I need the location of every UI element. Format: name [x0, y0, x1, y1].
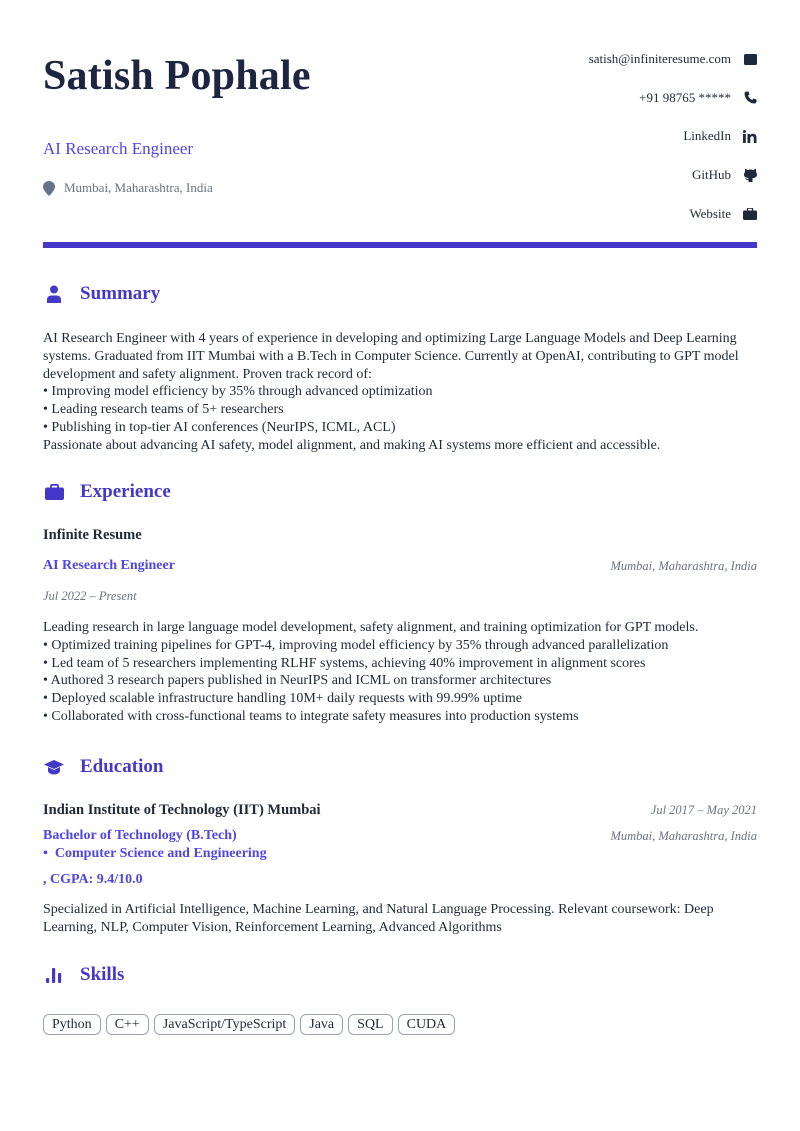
education-location: Mumbai, Maharashtra, India: [610, 829, 757, 843]
education-line: Specialized in Artificial Intelligence, Machine Learning, and Natural Language Processing. Relevant coursework: Deep: [43, 902, 714, 917]
section-education-heading: [43, 756, 163, 778]
user-icon: [43, 283, 65, 305]
contact-list: [589, 40, 757, 233]
briefcase-icon: [43, 481, 65, 503]
summary-text: [43, 330, 757, 455]
summary-line: systems. Graduated from IIT Mumbai with a B.Tech in Computer Science. Currently at OpenAI, contributing to GPT model: [43, 348, 739, 364]
phone-icon: [743, 91, 757, 105]
github-icon: [743, 168, 757, 182]
education-description: [43, 901, 757, 937]
experience-location: Mumbai, Maharashtra, India: [610, 559, 757, 573]
education-institution: Indian Institute of Technology (IIT) Mumbai: [43, 802, 321, 818]
education-dates: Jul 2017 – May 2021: [650, 803, 757, 817]
envelope-icon: [743, 52, 757, 66]
summary-line: Passionate about advancing AI safety, model alignment, and making AI systems more efficient and accessible.: [43, 437, 661, 453]
section-summary-heading: [43, 283, 160, 305]
skill-chip: SQL: [348, 1014, 392, 1035]
skill-chip: Python: [43, 1014, 101, 1035]
email-text[interactable]: satish@infiniteresume.com: [588, 51, 731, 67]
summary-line: development and safety alignment. Proven track record of:: [43, 366, 372, 382]
experience-line: • Optimized training pipelines for GPT-4, improving model efficiency by 35% through advanced parallelization: [43, 637, 669, 653]
skill-chip: C++: [106, 1014, 149, 1035]
candidate-title: AI Research Engineer: [43, 139, 194, 158]
summary-line: • Improving model efficiency by 35% through advanced optimization: [43, 384, 433, 400]
skill-chip: Java: [300, 1014, 343, 1035]
experience-line: • Led team of 5 researchers implementing RLHF systems, achieving 40% improvement in alignment scores: [43, 655, 646, 671]
phone-text[interactable]: +91 98765 *****: [639, 89, 731, 105]
education-line: Learning, NLP, Computer Vision, Reinforcement Learning, Advanced Algorithms: [43, 919, 502, 935]
summary-title: Summary: [80, 283, 161, 304]
experience-company: Infinite Resume: [43, 527, 142, 543]
candidate-name: Satish Pophale: [43, 53, 311, 99]
education-gpa: , CGPA: 9.4/10.0: [43, 872, 143, 887]
skill-chip: JavaScript/TypeScript: [154, 1014, 295, 1035]
skills-list: [43, 1014, 455, 1035]
experience-line: Leading research in large language model development, safety alignment, and training optimization for GPT models.: [43, 620, 699, 635]
skill-chip: CUDA: [398, 1014, 456, 1035]
bar-chart-icon: [43, 964, 65, 986]
map-pin-icon: [43, 181, 55, 196]
resume-header: [43, 0, 757, 250]
header-divider: [43, 242, 757, 248]
experience-line: • Deployed scalable infrastructure handling 10M+ daily requests with 99.99% uptime: [43, 691, 522, 707]
experience-line: • Collaborated with cross-functional teams to integrate safety measures into production systems: [43, 708, 579, 724]
contact-email[interactable]: [589, 40, 757, 79]
website-link[interactable]: Website: [689, 205, 731, 221]
summary-line: • Leading research teams of 5+ researchers: [43, 402, 284, 418]
education-title: Education: [80, 756, 164, 777]
summary-line: • Publishing in top-tier AI conferences (NeurIPS, ICML, ACL): [43, 419, 396, 435]
experience-dates: Jul 2022 – Present: [43, 589, 137, 603]
contact-phone[interactable]: [639, 79, 757, 118]
experience-description: [43, 619, 757, 726]
education-degree: Bachelor of Technology (B.Tech): [43, 828, 237, 843]
graduation-cap-icon: [43, 756, 65, 778]
summary-line: AI Research Engineer with 4 years of experience in developing and optimizing Large Language Models and Deep Learning: [43, 331, 737, 346]
experience-title: Experience: [80, 481, 171, 502]
github-link[interactable]: GitHub: [692, 167, 731, 183]
experience-role: AI Research Engineer: [43, 558, 175, 573]
section-experience-heading: [43, 481, 171, 503]
contact-github[interactable]: [692, 156, 757, 195]
education-field: • Computer Science and Engineering: [43, 846, 267, 861]
resume-page: [43, 0, 757, 1032]
location-text: Mumbai, Maharashtra, India: [64, 180, 213, 195]
briefcase-icon: [743, 207, 757, 221]
contact-website[interactable]: [689, 194, 757, 233]
experience-line: • Authored 3 research papers published in NeurIPS and ICML on transformer architectures: [43, 673, 552, 689]
section-skills-heading: [43, 964, 124, 986]
candidate-location: [43, 180, 213, 196]
skills-title: Skills: [80, 964, 125, 985]
contact-linkedin[interactable]: [683, 117, 757, 156]
linkedin-link[interactable]: LinkedIn: [683, 128, 731, 144]
linkedin-icon: [743, 129, 757, 143]
